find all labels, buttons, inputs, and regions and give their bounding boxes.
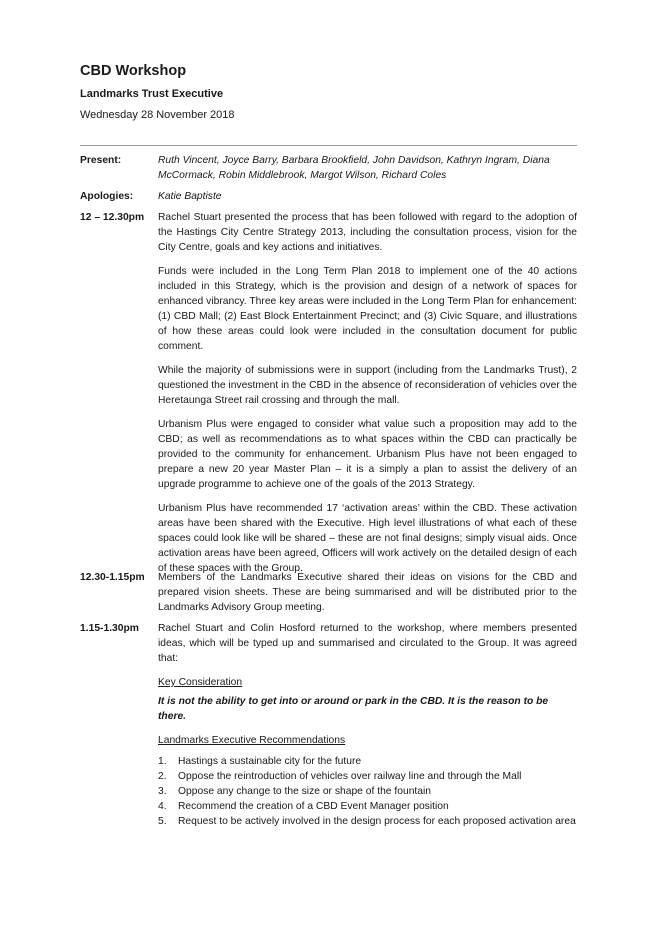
session-1-notes bbox=[158, 210, 577, 585]
list-text: Request to be actively involved in the design process for each proposed activation area bbox=[178, 816, 576, 827]
paragraph: While the majority of submissions were in support (including from the Landmarks Trust), 2 questioned the investment in the CBD in the absence of reconsideration of vehicles over the Heretaunga Street rail crossing and through the mall. bbox=[158, 365, 577, 406]
session-time-1: 12 – 12.30pm bbox=[80, 212, 145, 223]
present-names: Ruth Vincent, Joyce Barry, Barbara Brookfield, John Davidson, Kathryn Ingram, Diana McCormack, Robin Middlebrook, Margot Wilson, Richard Coles bbox=[158, 155, 550, 181]
apologies-label: Apologies: bbox=[80, 191, 134, 202]
paragraph: Urbanism Plus were engaged to consider what value such a proposition may add to the CBD; as well as recommendations as to what spaces within the CBD can practically be provided to the community for enhancement. Urbanism Plus have not been engaged to prepare a new 20 year Master Plan – it is a simply a plan to assist the delivery of an upgrade programme to achieve one of the goals of the 2013 Strategy. bbox=[158, 419, 577, 490]
paragraph: Members of the Landmarks Executive shared their ideas on visions for the CBD and prepared vision sheets. These are being summarised and will be distributed prior to the Landmarks Advisory Group meeting. bbox=[158, 572, 577, 613]
paragraph: Rachel Stuart and Colin Hosford returned to the workshop, where members presented ideas, which will be typed up and summarised and circulated to the Group. It was agreed that: bbox=[158, 623, 577, 664]
list-text: Recommend the creation of a CBD Event Manager position bbox=[178, 801, 449, 812]
key-consideration-statement: It is not the ability to get into or around or park in the CBD. It is the reason to be there. bbox=[158, 696, 549, 722]
list-number: 3. bbox=[158, 786, 167, 797]
session-time-3: 1.15-1.30pm bbox=[80, 623, 139, 634]
list-number: 2. bbox=[158, 771, 167, 782]
list-item bbox=[158, 754, 577, 769]
list-item bbox=[158, 784, 577, 799]
list-text: Hastings a sustainable city for the future bbox=[178, 756, 362, 767]
list-item bbox=[158, 814, 577, 829]
present-label: Present: bbox=[80, 155, 122, 166]
paragraph: Funds were included in the Long Term Plan 2018 to implement one of the 40 actions included in this Strategy, which is the provision and design of a network of spaces for enhanced vibrancy. Three key areas were included in the Long Term Plan for enhancement: (1) CBD Mall; (2) East Block Entertainment Precinct; and (3) Civic Square, and illustrations of how these areas could look were included in the consultation document for public comment. bbox=[158, 266, 577, 352]
header-divider bbox=[80, 145, 577, 146]
session-2-notes bbox=[158, 570, 577, 624]
list-text: Oppose any change to the size or shape of the fountain bbox=[178, 786, 432, 797]
apologies-names: Katie Baptiste bbox=[158, 191, 222, 202]
list-number: 4. bbox=[158, 801, 167, 812]
key-consideration-heading: Key Consideration bbox=[158, 677, 243, 688]
document-title: CBD Workshop bbox=[80, 63, 187, 79]
list-number: 1. bbox=[158, 756, 167, 767]
list-text: Oppose the reintroduction of vehicles over railway line and through the Mall bbox=[178, 771, 522, 782]
list-item bbox=[158, 769, 577, 784]
document-subtitle: Landmarks Trust Executive bbox=[80, 88, 224, 100]
recommendations-list bbox=[158, 754, 577, 829]
meeting-date: Wednesday 28 November 2018 bbox=[80, 109, 235, 121]
session-time-2: 12.30-1.15pm bbox=[80, 572, 145, 583]
session-3-notes bbox=[158, 621, 577, 829]
recommendations-heading: Landmarks Executive Recommendations bbox=[158, 735, 346, 746]
paragraph: Urbanism Plus have recommended 17 ‘activation areas’ within the CBD. These activation areas have been shared with the Executive. High level illustrations of what each of these spaces could look like will be shared – these are not final designs; simply visual aids. Once activation areas have been agreed, Officers will work actively on the detailed design of each of these spaces with the Group. bbox=[158, 503, 577, 574]
list-number: 5. bbox=[158, 816, 167, 827]
list-item bbox=[158, 799, 577, 814]
paragraph: Rachel Stuart presented the process that has been followed with regard to the adoption of the Hastings City Centre Strategy 2013, including the consultation process, vision for the City Centre, goals and key actions and initiatives. bbox=[158, 212, 577, 253]
